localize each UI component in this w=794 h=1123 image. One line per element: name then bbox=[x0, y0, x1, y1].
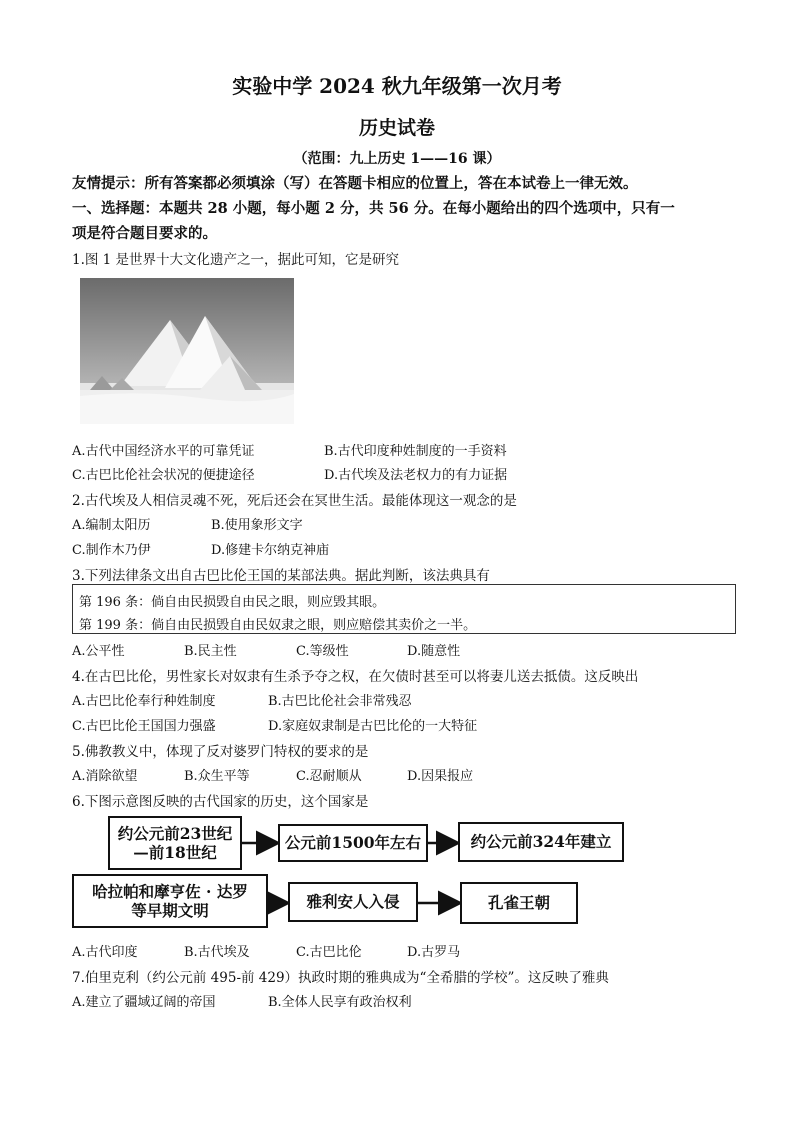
pyramids-photo bbox=[80, 278, 294, 424]
flow-box-period-line2: —前18世纪 bbox=[133, 843, 217, 862]
q4-option-a: A.古巴比伦奉行种姓制度 bbox=[72, 694, 216, 709]
q7-option-b: B.全体人民享有政治权利 bbox=[268, 995, 412, 1010]
question-3-stem: 3.下列法律条文出自古巴比伦王国的某部法典。据此判断，该法典具有 bbox=[72, 568, 490, 584]
q1-option-b: B.古代印度种姓制度的一手资料 bbox=[324, 444, 507, 459]
section-heading-line2: 项是符合题目要求的。 bbox=[72, 225, 217, 242]
question-7-stem: 7.伯里克利（约公元前 495-前 429）执政时期的雅典成为“全希腊的学校”。这反映了雅典 bbox=[72, 970, 609, 986]
q5-option-d: D.因果报应 bbox=[407, 769, 474, 784]
q4-option-d: D.家庭奴隶制是古巴比伦的一大特征 bbox=[268, 719, 478, 734]
q1-option-c: C.古巴比伦社会状况的便捷途径 bbox=[72, 468, 255, 483]
q2-option-b: B.使用象形文字 bbox=[211, 518, 303, 533]
q2-option-a: A.编制太阳历 bbox=[72, 518, 151, 533]
q5-option-a: A.消除欲望 bbox=[72, 769, 138, 784]
q3-option-b: B.民主性 bbox=[184, 644, 237, 659]
law-text-box bbox=[72, 584, 736, 634]
flow-box-maurya: 孔雀王朝 bbox=[460, 882, 578, 924]
q1-option-a: A.古代中国经济水平的可靠凭证 bbox=[72, 444, 255, 459]
question-1-stem: 1.图 1 是世界十大文化遗产之一，据此可知，它是研究 bbox=[72, 252, 400, 268]
flow-box-early-civ-line1: 哈拉帕和摩亨佐 · 达罗 bbox=[92, 881, 248, 901]
notice: 友情提示：所有答案都必须填涂（写）在答题卡相应的位置上，答在本试卷上一律无效。 bbox=[72, 175, 638, 192]
question-2-stem: 2.古代埃及人相信灵魂不死，死后还会在冥世生活。最能体现这一观念的是 bbox=[72, 493, 517, 509]
q6-option-c: C.古巴比伦 bbox=[296, 945, 362, 960]
q2-option-d: D.修建卡尔纳克神庙 bbox=[211, 543, 330, 558]
q2-option-c: C.制作木乃伊 bbox=[72, 543, 151, 558]
section-heading-line1: 一、选择题：本题共 28 小题，每小题 2 分，共 56 分。在每小题给出的四个选项中，只有一 bbox=[72, 200, 675, 217]
q1-option-d: D.古代埃及法老权力的有力证据 bbox=[324, 468, 508, 483]
question-5-stem: 5.佛教教义中，体现了反对婆罗门特权的要求的是 bbox=[72, 744, 369, 760]
law-article-196: 第 196 条：倘自由民损毁自由民之眼，则应毁其眼。 bbox=[79, 595, 386, 610]
flow-box-aryan-invasion: 雅利安人入侵 bbox=[288, 882, 418, 922]
question-6-stem: 6.下图示意图反映的古代国家的历史，这个国家是 bbox=[72, 794, 369, 810]
flow-box-1500bc: 公元前1500年左右 bbox=[278, 824, 428, 862]
q5-option-c: C.忍耐顺从 bbox=[296, 769, 362, 784]
flow-box-324bc: 约公元前324年建立 bbox=[458, 822, 624, 862]
subject-title: 历史试卷 bbox=[358, 117, 435, 139]
flow-box-period bbox=[108, 816, 242, 870]
flow-box-early-civilization bbox=[72, 874, 268, 928]
q4-option-b: B.古巴比伦社会非常残忍 bbox=[268, 694, 412, 709]
flow-box-period-line1: 约公元前23世纪 bbox=[117, 823, 233, 843]
scope-note: （范围：九上历史 1——16 课） bbox=[293, 151, 501, 167]
q3-option-d: D.随意性 bbox=[407, 644, 461, 659]
q3-option-c: C.等级性 bbox=[296, 644, 349, 659]
question-4-stem: 4.在古巴比伦，男性家长对奴隶有生杀予夺之权，在欠债时甚至可以将妻儿送去抵债。这反映出 bbox=[72, 669, 639, 685]
q5-option-b: B.众生平等 bbox=[184, 769, 250, 784]
history-flowchart bbox=[70, 810, 750, 930]
q6-option-a: A.古代印度 bbox=[72, 945, 138, 960]
flow-box-early-civ-line2: 等早期文明 bbox=[131, 901, 209, 920]
q6-option-b: B.古代埃及 bbox=[184, 945, 250, 960]
q4-option-c: C.古巴比伦王国国力强盛 bbox=[72, 719, 216, 734]
law-article-199: 第 199 条：倘自由民损毁自由民奴隶之眼，则应赔偿其卖价之一半。 bbox=[79, 618, 477, 633]
school-title: 实验中学 2024 秋九年级第一次月考 bbox=[232, 74, 562, 98]
q6-option-d: D.古罗马 bbox=[407, 945, 461, 960]
q3-option-a: A.公平性 bbox=[72, 644, 125, 659]
q7-option-a: A.建立了疆域辽阔的帝国 bbox=[72, 995, 216, 1010]
